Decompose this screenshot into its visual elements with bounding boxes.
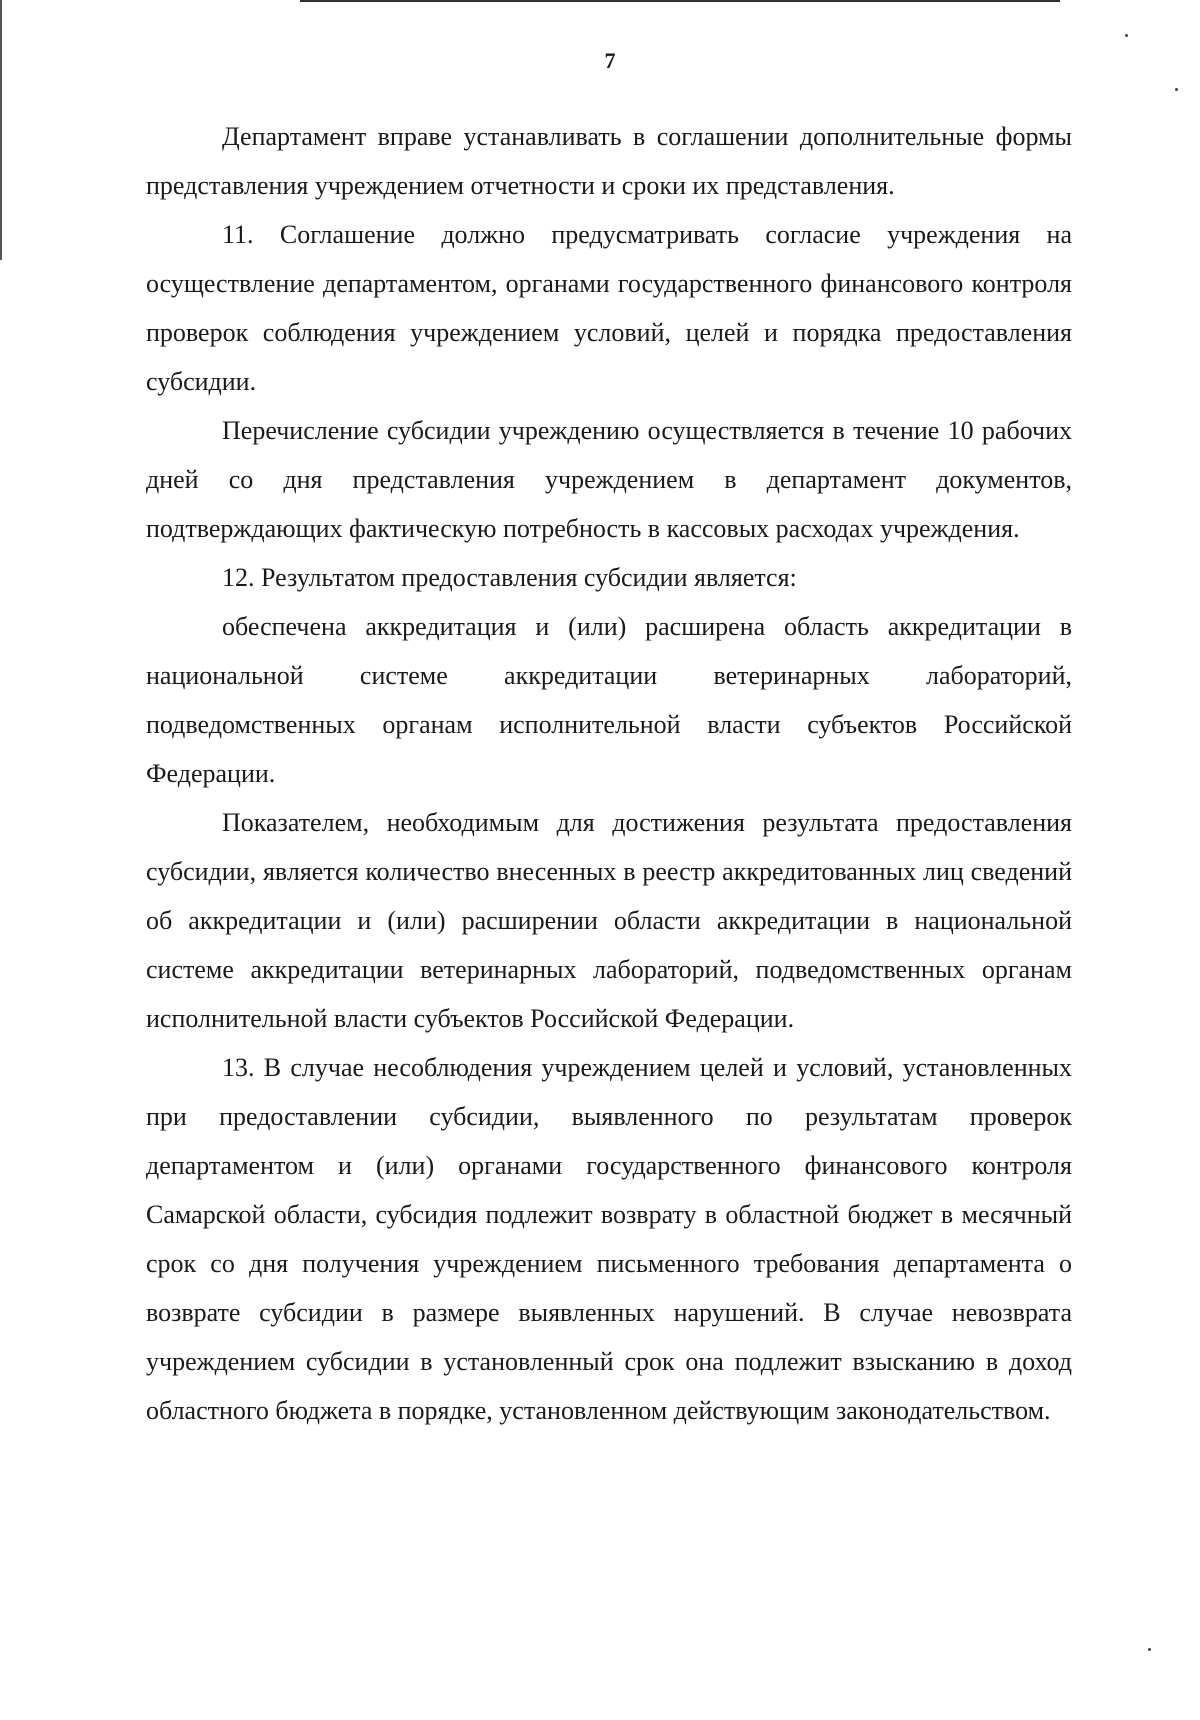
paragraph-accreditation: обеспечена аккредитация и (или) расширена область аккредитации в национальной системе аккредитации ветеринарных лабораторий, подведомственных органам исполнительной власти субъектов Российской Федерации. <box>146 612 1072 788</box>
paragraph-subsidy-transfer: Перечисление субсидии учреждению осуществляется в течение 10 рабочих дней со дня представления учреждением в департамент документов, подтверждающих фактическую потребность в кассовых расходах учреждения. <box>146 416 1072 543</box>
scan-speck <box>1125 34 1128 37</box>
scan-speck <box>1175 88 1178 91</box>
paragraph-indicator: Показателем, необходимым для достижения результата предоставления субсидии, является количество внесенных в реестр аккредитованных лиц сведений об аккредитации и (или) расширении области аккредитации в национальной системе аккредитации ветеринарных лабораторий, подведомственных органам исполнительной власти субъектов Российской Федерации. <box>146 808 1072 1033</box>
document-body <box>146 112 1072 1435</box>
paragraph-11-agreement-consent: 11. Соглашение должно предусматривать согласие учреждения на осуществление департаментом, органами государственного финансового контроля проверок соблюдения учреждением условий, целей и порядка предоставления субсидии. <box>146 220 1072 396</box>
scan-speck <box>1148 1648 1151 1651</box>
scan-border-left <box>0 0 2 260</box>
paragraph-report-forms: Департамент вправе устанавливать в соглашении дополнительные формы представления учреждением отчетности и сроки их представления. <box>146 122 1072 200</box>
scan-border-top <box>300 0 1060 2</box>
page-number: 7 <box>604 48 616 73</box>
paragraph-13-refund: 13. В случае несоблюдения учреждением целей и условий, установленных при предоставлении субсидии, выявленного по результатам проверок департаментом и (или) органами государственного финансового контроля Самарской области, субсидия подлежит возврату в областной бюджет в месячный срок со дня получения учреждением письменного требования департамента о возврате субсидии в размере выявленных нарушений. В случае невозврата учреждением субсидии в установленный срок она подлежит взысканию в доход областного бюджета в порядке, установленном действующим законодательством. <box>146 1053 1072 1425</box>
paragraph-12-result: 12. Результатом предоставления субсидии является: <box>222 563 797 592</box>
